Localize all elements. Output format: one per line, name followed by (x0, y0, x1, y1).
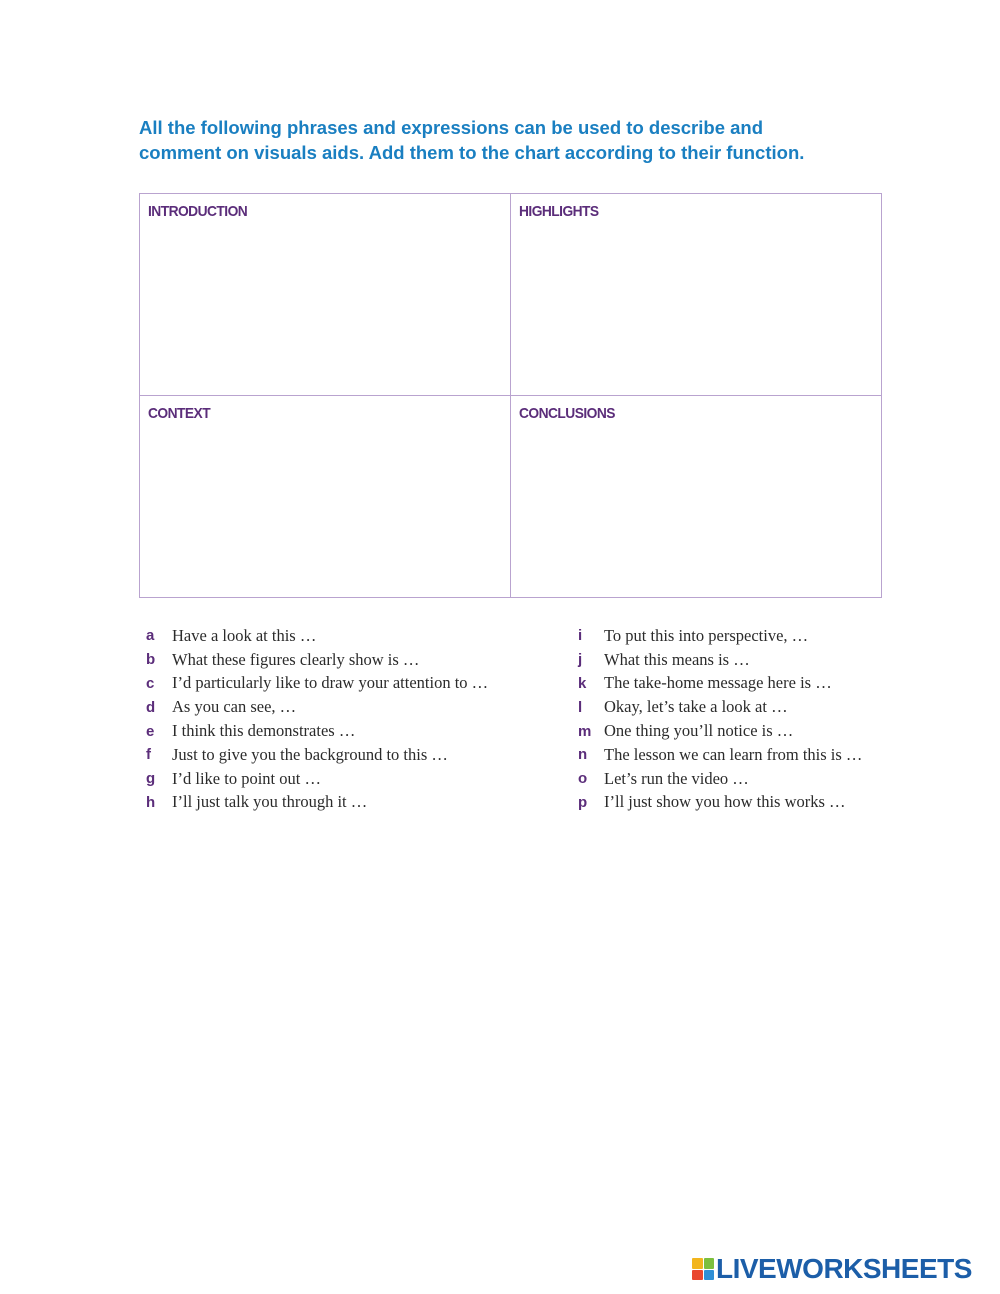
liveworksheets-logo (692, 1254, 972, 1284)
phrase-letter: d (146, 698, 156, 716)
phrase-text: I’ll just show you how this works … (604, 792, 846, 812)
phrase-text: I’ll just talk you through it … (172, 792, 368, 812)
phrase-text: I think this demonstrates … (172, 721, 356, 741)
highlights-label: HIGHLIGHTS (519, 203, 599, 220)
phrase-letter: i (578, 627, 583, 645)
phrase-text: Let’s run the video … (604, 768, 749, 788)
phrase-item[interactable] (146, 743, 546, 767)
logo-text: LIVEWORKSHEETS (716, 1253, 972, 1284)
phrase-letter: k (578, 674, 587, 692)
phrase-text: What this means is … (604, 649, 750, 669)
phrase-item[interactable] (146, 672, 546, 696)
chart-cell-conclusions[interactable] (511, 396, 882, 598)
phrase-item[interactable] (578, 672, 898, 696)
logo-square-icon (692, 1258, 703, 1269)
phrase-letter: e (146, 722, 155, 740)
phrase-text: One thing you’ll notice is … (604, 721, 794, 741)
function-chart (139, 193, 882, 598)
logo-square-icon (704, 1258, 715, 1269)
phrase-item[interactable] (578, 767, 898, 791)
phrase-letter: j (578, 651, 583, 669)
phrase-item[interactable] (146, 648, 546, 672)
phrase-letter: a (146, 627, 155, 645)
chart-cell-introduction[interactable] (140, 194, 511, 396)
liveworksheets-logo-icon (692, 1258, 714, 1280)
conclusions-label: CONCLUSIONS (519, 405, 615, 422)
phrase-item[interactable] (146, 767, 546, 791)
phrase-letter: g (146, 770, 156, 788)
chart-cell-highlights[interactable] (511, 194, 882, 396)
phrase-text: I’d like to point out … (172, 768, 321, 788)
instructions (139, 115, 899, 165)
logo-square-icon (692, 1270, 703, 1281)
phrase-letter: f (146, 746, 151, 764)
phrase-list-right (578, 624, 898, 814)
phrase-letter: c (146, 674, 155, 692)
phrase-text: What these figures clearly show is … (172, 649, 420, 669)
introduction-label: INTRODUCTION (148, 203, 248, 220)
phrase-item[interactable] (578, 791, 898, 815)
phrase-item[interactable] (146, 719, 546, 743)
phrase-item[interactable] (146, 695, 546, 719)
chart-row-top (140, 194, 882, 396)
phrase-item[interactable] (146, 624, 546, 648)
phrase-letter: o (578, 770, 588, 788)
phrase-letter: h (146, 793, 156, 811)
context-label: CONTEXT (148, 405, 211, 422)
phrase-item[interactable] (578, 648, 898, 672)
phrase-item[interactable] (146, 791, 546, 815)
phrase-text: Okay, let’s take a look at … (604, 697, 788, 717)
phrase-letter: l (578, 698, 583, 716)
phrase-item[interactable] (578, 719, 898, 743)
phrase-letter: p (578, 793, 588, 811)
phrase-letter: m (578, 722, 592, 740)
chart-cell-context[interactable] (140, 396, 511, 598)
phrase-list-left (146, 624, 546, 814)
phrase-letter: b (146, 651, 156, 669)
phrase-text: To put this into perspective, … (604, 625, 809, 645)
phrase-item[interactable] (578, 624, 898, 648)
phrase-letter: n (578, 746, 588, 764)
phrase-item[interactable] (578, 695, 898, 719)
phrase-text: The take-home message here is … (604, 673, 832, 693)
instructions-line-1: All the following phrases and expressions can be used to describe and (139, 117, 764, 138)
chart-row-bottom (140, 396, 882, 598)
logo-square-icon (704, 1270, 715, 1281)
instructions-line-2: comment on visuals aids. Add them to the chart according to their function. (139, 142, 805, 163)
phrase-text: Have a look at this … (172, 625, 317, 645)
phrase-item[interactable] (578, 743, 898, 767)
phrase-text: Just to give you the background to this … (172, 744, 448, 764)
phrase-text: The lesson we can learn from this is … (604, 744, 863, 764)
phrase-text: As you can see, … (172, 697, 297, 717)
phrase-text: I’d particularly like to draw your attention to … (172, 673, 489, 693)
